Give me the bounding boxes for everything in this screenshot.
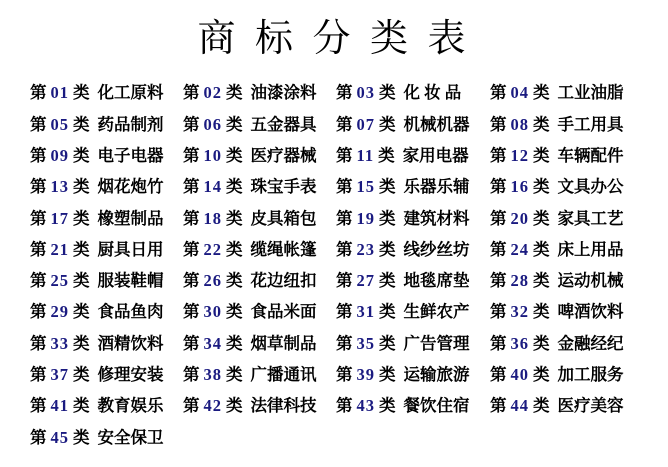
class-number: 07 [356,114,375,134]
class-name: 建筑材料 [403,208,470,228]
class-item [183,239,336,259]
class-prefix-label: 第 [490,302,507,322]
class-item [30,398,183,415]
class-number: 25 [50,271,69,291]
class-suffix-label: 类 [379,271,396,291]
class-prefix-label: 第 [30,177,47,197]
class-number: 11 [356,145,375,165]
class-prefix-label: 第 [30,427,47,447]
class-item [490,239,640,259]
class-prefix-label: 第 [183,114,200,134]
class-prefix-label: 第 [30,333,47,353]
class-suffix-label: 类 [378,145,395,165]
class-number: 38 [203,365,222,385]
class-suffix-label: 类 [73,333,90,353]
class-suffix-label: 类 [379,208,396,228]
class-suffix-label: 类 [226,396,243,416]
class-suffix-label: 类 [226,333,243,353]
class-number: 18 [203,208,222,228]
class-name: 线纱丝坊 [403,239,470,259]
class-name: 安全保卫 [97,427,164,447]
class-suffix-label: 类 [73,83,90,103]
class-name: 广告管理 [403,333,470,353]
class-prefix-label: 第 [30,365,47,385]
class-suffix-label: 类 [226,114,243,134]
class-item [336,179,490,196]
class-suffix-label: 类 [533,83,550,103]
class-suffix-label: 类 [73,177,90,197]
class-item [30,333,183,353]
class-prefix-label: 第 [490,83,507,103]
class-item [183,179,336,196]
class-item [336,114,490,134]
class-name: 化工原料 [97,83,164,103]
class-prefix-label: 第 [336,239,353,259]
class-number: 26 [203,271,222,291]
class-name: 油漆涂料 [250,83,317,103]
class-name: 烟花炮竹 [97,177,164,197]
class-number: 21 [50,239,69,259]
class-name: 地毯席垫 [403,271,470,291]
class-number: 45 [50,427,69,447]
class-number: 01 [50,83,69,103]
class-prefix-label: 第 [490,396,507,416]
class-number: 34 [203,333,222,353]
class-prefix-label: 第 [490,239,507,259]
class-suffix-label: 类 [379,396,396,416]
class-prefix-label: 第 [336,177,353,197]
class-number: 06 [203,114,222,134]
class-name: 手工用具 [557,114,624,134]
class-item [30,114,183,134]
class-suffix-label: 类 [226,208,243,228]
class-number: 15 [356,177,375,197]
class-suffix-label: 类 [533,208,550,228]
class-name: 药品制剂 [97,114,164,134]
class-name: 车辆配件 [557,145,624,165]
class-prefix-label: 第 [30,239,47,259]
class-item [183,304,336,321]
class-suffix-label: 类 [73,427,90,447]
class-prefix-label: 第 [30,302,47,322]
class-prefix-label: 第 [183,365,200,385]
class-item [336,304,490,321]
class-name: 医疗器械 [250,145,317,165]
class-suffix-label: 类 [226,365,243,385]
class-item [30,304,183,321]
class-name: 工业油脂 [557,83,624,103]
class-suffix-label: 类 [73,302,90,322]
class-prefix-label: 第 [183,396,200,416]
class-suffix-label: 类 [226,177,243,197]
class-name: 食品米面 [250,302,317,322]
class-name: 橡塑制品 [97,208,164,228]
class-suffix-label: 类 [226,83,243,103]
class-item [336,208,490,228]
class-prefix-label: 第 [183,333,200,353]
class-item [490,304,640,321]
class-item [30,179,183,196]
class-number: 31 [356,302,375,322]
class-prefix-label: 第 [490,208,507,228]
class-prefix-label: 第 [490,145,507,165]
class-name: 广播通讯 [250,365,317,385]
class-prefix-label: 第 [183,83,200,103]
class-name: 修理安装 [97,365,164,385]
class-item [30,145,183,165]
class-suffix-label: 类 [379,333,396,353]
class-grid [30,78,640,454]
class-prefix-label: 第 [183,208,200,228]
class-number: 22 [203,239,222,259]
class-prefix-label: 第 [30,208,47,228]
class-item [490,208,640,228]
class-name: 电子电器 [97,145,164,165]
class-number: 43 [356,396,375,416]
class-number: 20 [510,208,529,228]
class-item [30,208,183,228]
class-number: 33 [50,333,69,353]
class-prefix-label: 第 [183,239,200,259]
class-suffix-label: 类 [73,208,90,228]
class-suffix-label: 类 [533,239,550,259]
class-item [30,367,183,384]
class-suffix-label: 类 [226,145,243,165]
class-name: 啤酒饮料 [557,302,624,322]
class-name: 生鲜农产 [403,302,470,322]
class-prefix-label: 第 [336,333,353,353]
class-number: 28 [510,271,529,291]
class-prefix-label: 第 [30,271,47,291]
class-name: 金融经纪 [557,333,624,353]
class-number: 09 [50,145,69,165]
class-name: 服装鞋帽 [97,271,164,291]
class-name: 厨具日用 [97,239,164,259]
class-prefix-label: 第 [336,145,353,165]
class-prefix-label: 第 [183,177,200,197]
class-name: 床上用品 [557,239,624,259]
class-prefix-label: 第 [490,271,507,291]
class-name: 法律科技 [250,396,317,416]
class-prefix-label: 第 [30,396,47,416]
class-suffix-label: 类 [533,145,550,165]
class-number: 14 [203,177,222,197]
class-item [336,367,490,384]
class-item [490,85,640,102]
class-number: 32 [510,302,529,322]
class-suffix-label: 类 [73,145,90,165]
class-number: 12 [510,145,529,165]
class-item [490,145,640,165]
class-suffix-label: 类 [379,177,396,197]
class-prefix-label: 第 [183,145,200,165]
class-number: 02 [203,83,222,103]
class-name: 化 妆 品 [403,83,462,103]
class-name: 烟草制品 [250,333,317,353]
class-prefix-label: 第 [336,365,353,385]
class-item [183,114,336,134]
class-number: 16 [510,177,529,197]
class-item [183,367,336,384]
class-item [336,85,490,102]
class-name: 医疗美容 [557,396,624,416]
class-name: 文具办公 [557,177,624,197]
class-item [183,85,336,102]
class-item [490,398,640,415]
class-number: 17 [50,208,69,228]
class-number: 04 [510,83,529,103]
class-prefix-label: 第 [336,302,353,322]
class-name: 运输旅游 [403,365,470,385]
class-suffix-label: 类 [379,365,396,385]
class-prefix-label: 第 [30,83,47,103]
class-number: 37 [50,365,69,385]
class-suffix-label: 类 [533,396,550,416]
class-number: 42 [203,396,222,416]
class-prefix-label: 第 [336,208,353,228]
class-suffix-label: 类 [533,302,550,322]
class-item [336,398,490,415]
class-suffix-label: 类 [379,302,396,322]
class-name: 五金器具 [250,114,317,134]
class-name: 教育娱乐 [97,396,164,416]
class-name: 皮具箱包 [250,208,317,228]
class-item [30,273,183,290]
class-number: 36 [510,333,529,353]
class-item [336,333,490,353]
class-number: 05 [50,114,69,134]
class-number: 27 [356,271,375,291]
class-suffix-label: 类 [533,365,550,385]
class-number: 29 [50,302,69,322]
class-prefix-label: 第 [30,145,47,165]
class-item [183,398,336,415]
class-name: 乐器乐辅 [403,177,470,197]
class-number: 39 [356,365,375,385]
class-suffix-label: 类 [533,271,550,291]
class-number: 19 [356,208,375,228]
class-name: 机械机器 [403,114,470,134]
class-suffix-label: 类 [73,271,90,291]
class-item [30,427,183,447]
class-prefix-label: 第 [490,365,507,385]
class-number: 24 [510,239,529,259]
class-number: 10 [203,145,222,165]
class-name: 珠宝手表 [250,177,317,197]
class-suffix-label: 类 [73,114,90,134]
class-item [336,239,490,259]
class-item [490,273,640,290]
class-prefix-label: 第 [183,271,200,291]
class-name: 食品鱼肉 [97,302,164,322]
class-item [183,208,336,228]
class-suffix-label: 类 [73,239,90,259]
class-item [490,367,640,384]
class-item [30,239,183,259]
class-number: 40 [510,365,529,385]
class-name: 加工服务 [557,365,624,385]
class-prefix-label: 第 [490,177,507,197]
class-suffix-label: 类 [533,177,550,197]
class-suffix-label: 类 [379,114,396,134]
class-name: 餐饮住宿 [403,396,470,416]
class-item [336,273,490,290]
class-item [30,85,183,102]
class-number: 23 [356,239,375,259]
class-suffix-label: 类 [533,114,550,134]
class-suffix-label: 类 [73,396,90,416]
class-suffix-label: 类 [533,333,550,353]
class-prefix-label: 第 [336,83,353,103]
class-prefix-label: 第 [490,333,507,353]
class-item [183,145,336,165]
class-item [490,333,640,353]
class-suffix-label: 类 [226,302,243,322]
class-item [183,333,336,353]
class-number: 35 [356,333,375,353]
class-prefix-label: 第 [336,114,353,134]
class-suffix-label: 类 [226,271,243,291]
page-title: 商 标 分 类 表 [197,18,471,60]
class-item [336,145,490,165]
class-number: 30 [203,302,222,322]
class-name: 家具工艺 [557,208,624,228]
class-name: 缆绳帐篷 [250,239,317,259]
class-name: 运动机械 [557,271,624,291]
class-item [490,114,640,134]
class-suffix-label: 类 [73,365,90,385]
class-prefix-label: 第 [183,302,200,322]
class-suffix-label: 类 [379,83,396,103]
class-number: 08 [510,114,529,134]
class-prefix-label: 第 [490,114,507,134]
class-number: 03 [356,83,375,103]
class-number: 13 [50,177,69,197]
class-name: 酒精饮料 [97,333,164,353]
class-suffix-label: 类 [226,239,243,259]
class-prefix-label: 第 [30,114,47,134]
class-number: 41 [50,396,69,416]
class-name: 家用电器 [402,145,469,165]
class-item [490,179,640,196]
class-suffix-label: 类 [379,239,396,259]
class-prefix-label: 第 [336,396,353,416]
class-name: 花边纽扣 [250,271,317,291]
class-item [183,273,336,290]
class-number: 44 [510,396,529,416]
class-prefix-label: 第 [336,271,353,291]
